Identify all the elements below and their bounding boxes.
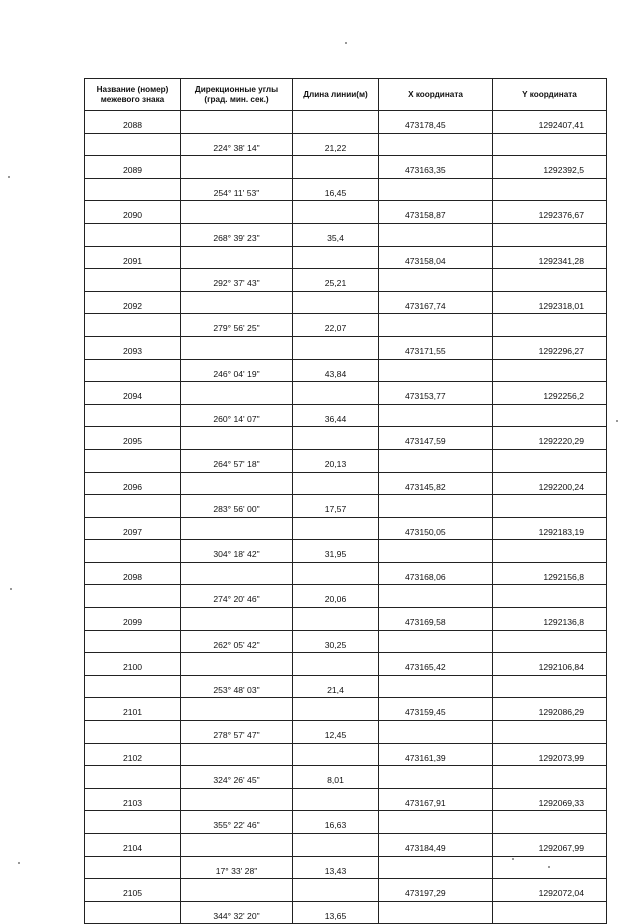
marker-name-cell: 2099 bbox=[85, 608, 181, 631]
scan-speck bbox=[18, 862, 20, 864]
y-coordinate-cell: 1292067,99 bbox=[493, 834, 607, 857]
table-row bbox=[85, 246, 607, 269]
empty-cell bbox=[493, 766, 607, 789]
table-row bbox=[85, 269, 607, 292]
table-row bbox=[85, 856, 607, 879]
line-length-cell: 20,06 bbox=[293, 585, 379, 608]
empty-cell bbox=[493, 133, 607, 156]
table-row bbox=[85, 156, 607, 179]
empty-cell bbox=[379, 404, 493, 427]
empty-cell bbox=[493, 359, 607, 382]
empty-cell bbox=[493, 721, 607, 744]
direction-angle-cell: 224° 38' 14" bbox=[181, 133, 293, 156]
empty-cell bbox=[493, 675, 607, 698]
table-row bbox=[85, 404, 607, 427]
marker-name-cell: 2094 bbox=[85, 382, 181, 405]
marker-name-cell: 2104 bbox=[85, 834, 181, 857]
x-coordinate-cell: 473168,06 bbox=[379, 562, 493, 585]
scan-speck bbox=[345, 42, 347, 44]
marker-name-cell: 2098 bbox=[85, 562, 181, 585]
x-coordinate-cell: 473153,77 bbox=[379, 382, 493, 405]
y-coordinate-cell: 1292106,84 bbox=[493, 653, 607, 676]
empty-cell bbox=[181, 562, 293, 585]
empty-cell bbox=[181, 788, 293, 811]
empty-cell bbox=[493, 223, 607, 246]
y-coordinate-cell: 1292318,01 bbox=[493, 291, 607, 314]
table-row bbox=[85, 721, 607, 744]
table-row bbox=[85, 517, 607, 540]
direction-angle-cell: 262° 05' 42" bbox=[181, 630, 293, 653]
direction-angle-cell: 355° 22' 46" bbox=[181, 811, 293, 834]
x-coordinate-cell: 473184,49 bbox=[379, 834, 493, 857]
empty-cell bbox=[379, 223, 493, 246]
y-coordinate-cell: 1292392,5 bbox=[493, 156, 607, 179]
marker-name-cell: 2090 bbox=[85, 201, 181, 224]
x-coordinate-cell: 473145,82 bbox=[379, 472, 493, 495]
empty-cell bbox=[85, 766, 181, 789]
direction-angle-cell: 279° 56' 25" bbox=[181, 314, 293, 337]
table-row bbox=[85, 178, 607, 201]
header-row bbox=[85, 79, 607, 111]
x-coordinate-cell: 473165,42 bbox=[379, 653, 493, 676]
table-row bbox=[85, 653, 607, 676]
empty-cell bbox=[85, 223, 181, 246]
line-length-cell: 22,07 bbox=[293, 314, 379, 337]
x-coordinate-cell: 473167,91 bbox=[379, 788, 493, 811]
empty-cell bbox=[293, 111, 379, 134]
empty-cell bbox=[379, 630, 493, 653]
marker-name-cell: 2097 bbox=[85, 517, 181, 540]
table-row bbox=[85, 223, 607, 246]
empty-cell bbox=[181, 427, 293, 450]
marker-name-cell: 2093 bbox=[85, 336, 181, 359]
y-coordinate-cell: 1292296,27 bbox=[493, 336, 607, 359]
empty-cell bbox=[85, 178, 181, 201]
line-length-cell: 16,63 bbox=[293, 811, 379, 834]
empty-cell bbox=[493, 269, 607, 292]
marker-name-cell: 2101 bbox=[85, 698, 181, 721]
empty-cell bbox=[85, 359, 181, 382]
scan-speck bbox=[8, 176, 10, 178]
empty-cell bbox=[379, 133, 493, 156]
empty-cell bbox=[181, 111, 293, 134]
y-coordinate-cell: 1292086,29 bbox=[493, 698, 607, 721]
table-row bbox=[85, 427, 607, 450]
marker-name-cell: 2102 bbox=[85, 743, 181, 766]
direction-angle-cell: 254° 11' 53" bbox=[181, 178, 293, 201]
empty-cell bbox=[85, 540, 181, 563]
x-coordinate-cell: 473169,58 bbox=[379, 608, 493, 631]
coordinates-table bbox=[84, 78, 607, 924]
empty-cell bbox=[181, 653, 293, 676]
y-coordinate-cell: 1292376,67 bbox=[493, 201, 607, 224]
empty-cell bbox=[493, 630, 607, 653]
table-row bbox=[85, 585, 607, 608]
empty-cell bbox=[181, 156, 293, 179]
x-coordinate-cell: 473158,87 bbox=[379, 201, 493, 224]
table-row bbox=[85, 630, 607, 653]
empty-cell bbox=[493, 449, 607, 472]
line-length-cell: 35,4 bbox=[293, 223, 379, 246]
table-row bbox=[85, 675, 607, 698]
line-length-cell: 16,45 bbox=[293, 178, 379, 201]
empty-cell bbox=[181, 698, 293, 721]
empty-cell bbox=[85, 495, 181, 518]
empty-cell bbox=[181, 291, 293, 314]
marker-name-cell: 2088 bbox=[85, 111, 181, 134]
empty-cell bbox=[181, 834, 293, 857]
line-length-cell: 13,65 bbox=[293, 901, 379, 924]
table-row bbox=[85, 291, 607, 314]
table-row bbox=[85, 201, 607, 224]
direction-angle-cell: 274° 20' 46" bbox=[181, 585, 293, 608]
scan-speck bbox=[512, 858, 514, 860]
direction-angle-cell: 253° 48' 03" bbox=[181, 675, 293, 698]
empty-cell bbox=[293, 608, 379, 631]
table-row bbox=[85, 359, 607, 382]
x-coordinate-cell: 473163,35 bbox=[379, 156, 493, 179]
empty-cell bbox=[379, 314, 493, 337]
empty-cell bbox=[293, 698, 379, 721]
line-length-cell: 12,45 bbox=[293, 721, 379, 744]
empty-cell bbox=[85, 675, 181, 698]
direction-angle-cell: 344° 32' 20" bbox=[181, 901, 293, 924]
empty-cell bbox=[493, 178, 607, 201]
empty-cell bbox=[85, 269, 181, 292]
table-row bbox=[85, 788, 607, 811]
x-coordinate-cell: 473150,05 bbox=[379, 517, 493, 540]
empty-cell bbox=[379, 269, 493, 292]
marker-name-cell: 2091 bbox=[85, 246, 181, 269]
scan-speck bbox=[548, 866, 550, 868]
table-row bbox=[85, 766, 607, 789]
marker-name-cell: 2105 bbox=[85, 879, 181, 902]
line-length-cell: 8,01 bbox=[293, 766, 379, 789]
table-row bbox=[85, 336, 607, 359]
empty-cell bbox=[85, 314, 181, 337]
empty-cell bbox=[293, 788, 379, 811]
table-row bbox=[85, 698, 607, 721]
direction-angle-cell: 17° 33' 28" bbox=[181, 856, 293, 879]
empty-cell bbox=[293, 156, 379, 179]
empty-cell bbox=[379, 675, 493, 698]
empty-cell bbox=[85, 133, 181, 156]
table-row bbox=[85, 449, 607, 472]
empty-cell bbox=[293, 517, 379, 540]
x-coordinate-cell: 473167,74 bbox=[379, 291, 493, 314]
line-length-cell: 17,57 bbox=[293, 495, 379, 518]
table-row bbox=[85, 111, 607, 134]
empty-cell bbox=[493, 811, 607, 834]
line-length-cell: 31,95 bbox=[293, 540, 379, 563]
empty-cell bbox=[181, 472, 293, 495]
table-row bbox=[85, 879, 607, 902]
table-row bbox=[85, 811, 607, 834]
empty-cell bbox=[379, 178, 493, 201]
table-header bbox=[85, 79, 607, 111]
empty-cell bbox=[379, 359, 493, 382]
scan-speck bbox=[10, 588, 12, 590]
empty-cell bbox=[379, 495, 493, 518]
marker-name-cell: 2100 bbox=[85, 653, 181, 676]
empty-cell bbox=[293, 291, 379, 314]
empty-cell bbox=[379, 449, 493, 472]
empty-cell bbox=[379, 856, 493, 879]
empty-cell bbox=[293, 336, 379, 359]
direction-angle-cell: 283° 56' 00" bbox=[181, 495, 293, 518]
empty-cell bbox=[293, 653, 379, 676]
table-row bbox=[85, 562, 607, 585]
empty-cell bbox=[379, 540, 493, 563]
empty-cell bbox=[493, 404, 607, 427]
empty-cell bbox=[379, 766, 493, 789]
y-coordinate-cell: 1292136,8 bbox=[493, 608, 607, 631]
line-length-cell: 21,4 bbox=[293, 675, 379, 698]
direction-angle-cell: 278° 57' 47" bbox=[181, 721, 293, 744]
direction-angle-cell: 304° 18' 42" bbox=[181, 540, 293, 563]
line-length-cell: 36,44 bbox=[293, 404, 379, 427]
marker-name-cell: 2095 bbox=[85, 427, 181, 450]
empty-cell bbox=[181, 608, 293, 631]
direction-angle-cell: 260° 14' 07" bbox=[181, 404, 293, 427]
line-length-cell: 30,25 bbox=[293, 630, 379, 653]
empty-cell bbox=[181, 743, 293, 766]
x-coordinate-cell: 473161,39 bbox=[379, 743, 493, 766]
x-coordinate-cell: 473171,55 bbox=[379, 336, 493, 359]
empty-cell bbox=[293, 743, 379, 766]
header-marker-name: Название (номер) межевого знака bbox=[85, 79, 181, 111]
empty-cell bbox=[293, 382, 379, 405]
x-coordinate-cell: 473197,29 bbox=[379, 879, 493, 902]
direction-angle-cell: 246° 04' 19" bbox=[181, 359, 293, 382]
boundary-coordinates-sheet bbox=[84, 78, 606, 924]
header-line-length: Длина линии(м) bbox=[293, 79, 379, 111]
empty-cell bbox=[181, 382, 293, 405]
empty-cell bbox=[379, 811, 493, 834]
line-length-cell: 21,22 bbox=[293, 133, 379, 156]
y-coordinate-cell: 1292341,28 bbox=[493, 246, 607, 269]
y-coordinate-cell: 1292156,8 bbox=[493, 562, 607, 585]
empty-cell bbox=[85, 856, 181, 879]
direction-angle-cell: 264° 57' 18" bbox=[181, 449, 293, 472]
direction-angle-cell: 292° 37' 43" bbox=[181, 269, 293, 292]
table-row bbox=[85, 382, 607, 405]
x-coordinate-cell: 473147,59 bbox=[379, 427, 493, 450]
empty-cell bbox=[293, 562, 379, 585]
line-length-cell: 13,43 bbox=[293, 856, 379, 879]
x-coordinate-cell: 473158,04 bbox=[379, 246, 493, 269]
y-coordinate-cell: 1292072,04 bbox=[493, 879, 607, 902]
empty-cell bbox=[85, 585, 181, 608]
header-direction-angle: Дирекционные углы (град. мин. сек.) bbox=[181, 79, 293, 111]
table-row bbox=[85, 133, 607, 156]
table-row bbox=[85, 495, 607, 518]
x-coordinate-cell: 473178,45 bbox=[379, 111, 493, 134]
empty-cell bbox=[293, 201, 379, 224]
table-row bbox=[85, 472, 607, 495]
empty-cell bbox=[293, 879, 379, 902]
line-length-cell: 25,21 bbox=[293, 269, 379, 292]
empty-cell bbox=[493, 495, 607, 518]
empty-cell bbox=[493, 585, 607, 608]
empty-cell bbox=[181, 879, 293, 902]
empty-cell bbox=[85, 811, 181, 834]
empty-cell bbox=[85, 449, 181, 472]
empty-cell bbox=[293, 246, 379, 269]
empty-cell bbox=[85, 630, 181, 653]
line-length-cell: 20,13 bbox=[293, 449, 379, 472]
marker-name-cell: 2092 bbox=[85, 291, 181, 314]
y-coordinate-cell: 1292256,2 bbox=[493, 382, 607, 405]
marker-name-cell: 2096 bbox=[85, 472, 181, 495]
empty-cell bbox=[493, 314, 607, 337]
y-coordinate-cell: 1292069,33 bbox=[493, 788, 607, 811]
table-row bbox=[85, 314, 607, 337]
y-coordinate-cell: 1292200,24 bbox=[493, 472, 607, 495]
empty-cell bbox=[379, 721, 493, 744]
table-body bbox=[85, 111, 607, 924]
direction-angle-cell: 324° 26' 45" bbox=[181, 766, 293, 789]
table-row bbox=[85, 743, 607, 766]
empty-cell bbox=[181, 201, 293, 224]
empty-cell bbox=[379, 585, 493, 608]
line-length-cell: 43,84 bbox=[293, 359, 379, 382]
empty-cell bbox=[85, 721, 181, 744]
empty-cell bbox=[293, 834, 379, 857]
y-coordinate-cell: 1292183,19 bbox=[493, 517, 607, 540]
marker-name-cell: 2103 bbox=[85, 788, 181, 811]
empty-cell bbox=[181, 246, 293, 269]
header-x-coordinate: X координата bbox=[379, 79, 493, 111]
x-coordinate-cell: 473159,45 bbox=[379, 698, 493, 721]
header-y-coordinate: Y координата bbox=[493, 79, 607, 111]
empty-cell bbox=[181, 517, 293, 540]
y-coordinate-cell: 1292407,41 bbox=[493, 111, 607, 134]
table-row bbox=[85, 540, 607, 563]
empty-cell bbox=[181, 336, 293, 359]
table-row bbox=[85, 608, 607, 631]
direction-angle-cell: 268° 39' 23" bbox=[181, 223, 293, 246]
marker-name-cell: 2089 bbox=[85, 156, 181, 179]
table-row bbox=[85, 834, 607, 857]
empty-cell bbox=[493, 540, 607, 563]
y-coordinate-cell: 1292220,29 bbox=[493, 427, 607, 450]
empty-cell bbox=[293, 427, 379, 450]
y-coordinate-cell: 1292073,99 bbox=[493, 743, 607, 766]
scan-speck bbox=[616, 420, 618, 422]
empty-cell bbox=[85, 404, 181, 427]
empty-cell bbox=[493, 856, 607, 879]
empty-cell bbox=[293, 472, 379, 495]
